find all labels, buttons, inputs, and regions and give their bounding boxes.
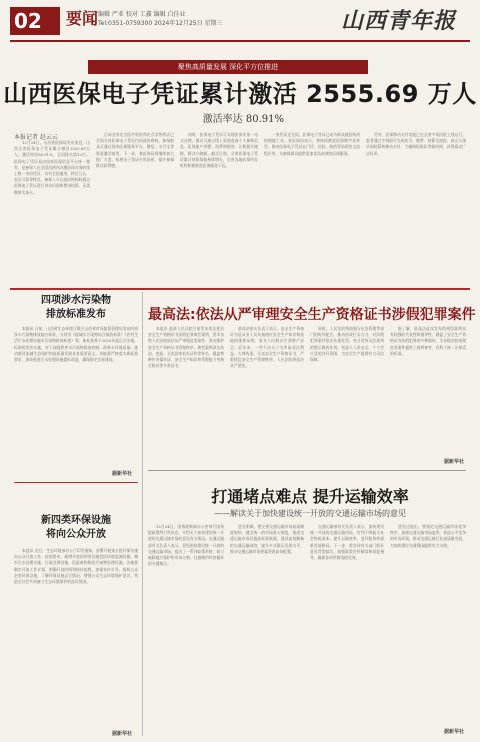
editor-line: 编辑 严亚 校对 工鑫 编辑 白佳业 [98,11,186,18]
lead-column-4: 一张凭证走全国，医保电子凭证已成为群众就医购药的便捷工具。省医保局表示，将持续推进医保数字化转型，推动医保电子凭证在门诊、住院、购药等场景的全流程应用，为参保群众提供更加优质高效的医保服务。 [264,132,360,156]
header-rule [10,40,470,42]
page-number: 02 [10,7,60,35]
lead-column-1: 12月24日，山西省医保局发布消息，山西全省医保电子凭证累计激活2555.69万人，激活率达80.91%，全国排名第12位。医保电子凭证是由国家医保信息平台统一签发，是参保人在全国范围内办理医保业务的线上唯一身份凭证，具有全国通用、跨区互认、安全可靠等特点。参保人可在就医购药时通过医保电子凭证进行身份识别和费用结算，无需携带实体卡。 [14,140,90,195]
court-credit: 据新华社 [444,459,465,465]
article-divider [148,470,466,471]
left-bottom-body: 本报讯 近日，生态环境部办公厅印发通知，部署开展第五批环保设施向公众开放工作。按照要求，新增开放的四类设施包括环境监测设施、城市污水处理设施、垃圾处理设施、危险废物和医疗废物处理设施。各地要制定开放工作计划，明确开放时间和接待流程，加强宣传引导，组织公众走进环保设施，了解环保设施运行情况，增强公众生态环境保护意识，营造全社会共同参与生态环境保护的良好氛围。 [14,548,138,585]
court-column-1: 本报讯 最高人民法院日前发布依法惩治安全生产资格证书涉假犯罪典型案例，要求各级人民法院依法从严审理此类案件，坚决维护安全生产资格证书管理秩序。典型案例涉及伪造、变造、买卖国家机关证件等罪名，涵盖特种作业操作证、安全生产知识和管理能力考核合格证等多类证书。 [148,326,224,369]
lead-column-2: 目前全省定点医疗机构和定点零售药店已全面支持医保电子凭证扫码就医购药，参保群众可通过国家医保服务平台、微信、支付宝等渠道激活使用。下一步，省医保局将继续加大推广力度，拓展电子凭证应用场景，提升参保群众获得感。 [96,132,174,169]
transport-column-3: 交通运输部有关负责人表示，加快建设统一开放的交通运输市场，有利于降低全社会物流成本，提升运输效率，更好服务构建新发展格局。下一步，将会同有关部门抓好意见贯彻落实，加强政策宣传解读和督促指导，确保各项举措落地见效。 [310,524,384,561]
left-top-credit: 据新华社 [112,471,133,477]
transport-column-4: 意见还提出，要规范交通运输市场竞争秩序，加强交通运输市场监管，营造公平竞争的市场环境，推动交通运输行业高质量发展，为加快建设交通强国提供有力支撑。 [390,524,466,548]
court-article-headline: 最高法:依法从严审理安全生产资格证书涉假犯罪案件 [148,307,476,323]
left-top-body: 本报讯 日前，山西省生态环境厅联合山西省市场监督管理局发布四项涉水污染物排放地方标准，分别为《流域水污染物综合排放标准》《农村生活污水处理设施水污染物排放标准》等。新标准将于2025年起正式实施。标准的发布实施，对于加强我省水污染物排放控制、改善水环境质量、推动黄河流域生态保护和高质量发展具有重要意义。各地要严格落实新标准要求，加快推进污水处理设施提标改造，确保稳定达标排放。 [14,326,138,363]
transport-column-2: 意见明确，要完善交通运输市场基础制度规则，健全统一的市场准入制度，推进交通运输市场设施高标准联通，建设高效顺畅的交通运输网络，提升多式联运发展水平，推动交通运输市场要素资源高效配置。 [230,524,304,554]
transport-article-subheadline: ——解读关于加快建设统一开放的交通运输市场的意见 [214,509,406,518]
lead-headline: 山西医保电子凭证累计激活 2555.69 万人 [3,80,477,108]
section-divider [10,288,470,290]
masthead-logo: 山西青年报 [340,8,456,34]
lead-subheadline: 激活率达 80.91% [202,114,284,125]
transport-credit: 据新华社 [444,729,465,735]
transport-column-1: 12月24日，国务院新闻办公室举行国务院政策例行吹风会，介绍关于加快建设统一开放的交通运输市场的意见有关情况。交通运输部有关负责人表示，意见围绕建设统一开放的交通运输市场，提出了一系列政策举措，着力破除地方保护和市场分割，打通制约经济循环的关键堵点。 [148,524,224,567]
left-top-headline: 四项涉水污染物 排放标准发布 [41,295,111,320]
date-line: Tel:0351-0759300 2024年12月25日 星期三 [98,20,223,27]
column-separator [142,292,143,736]
left-box-divider [14,482,138,483]
lead-column-5: 另外，医保移动支付功能已在全省多家医院上线运行，患者通过手机即可完成挂号、缴费、结算全流程，真正实现诊间结算和移动支付，大幅缩短排队等候时间，获得群众广泛好评。 [366,132,466,156]
left-bottom-credit: 据新华社 [112,731,133,737]
court-column-2: 最高法相关负责人表示，安全生产资格证书是从业人员具备相应安全生产知识和技能的重要证明，事关人民群众生命财产安全。近年来，一些不法分子为牟取非法利益，大肆伪造、买卖安全生产资格证书，严重扰乱安全生产管理秩序。人民法院将依法从严惩处。 [230,326,304,369]
lead-column-3: 同时，医保电子凭证可实现医保业务一站式办理，群众可通过线上渠道查询个人参保信息、医保账户余额、消费明细等，让数据多跑路、群众少跑腿。截至目前，全省医保电子凭证累计结算笔数持续增长，全省各地医保经办机构积极推进医保服务下沉。 [180,132,258,169]
court-column-4: 据了解，最高法此次发布的典型案例具有较强的代表性和指导性，涵盖了安全生产资格证书涉假犯罪的多种情形，为各级法院审理此类案件提供了裁判参考，有利于统一法律适用标准。 [390,326,466,356]
page-header [0,0,480,44]
court-column-3: 同时，人民法院将加强与应急管理等部门的协作配合，推动形成打击合力，对涉假犯罪案件依法从重处罚，充分发挥司法裁判的警示教育作用，营造人人讲安全、个个会应急的良好氛围，为安全生产提供有力司法保障。 [310,326,384,363]
lead-kicker: 聚焦高质量发展 深化平方位推进 [88,60,368,74]
section-name: 要闻 [66,9,99,28]
transport-article-headline: 打通堵点难点 提升运输效率 [211,487,409,506]
left-bottom-headline: 新四类环保设施 将向公众开放 [41,515,111,540]
lead-byline: 本报记者 赵云云 [14,134,58,141]
